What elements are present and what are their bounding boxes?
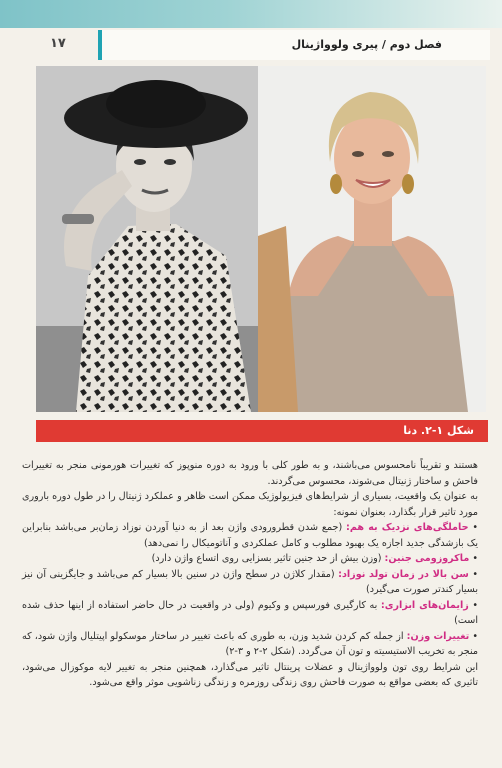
list-item-text: (جمع شدن قطرورودی واژن بعد از به دنیا آوردن نوزاد زمان‌بر می‌باشد بنابراین یک بازشدگی جدید اجازه یک بهبود مطلوب و کامل عملکردی و آناتومیکال را نمی‌دهد): [22, 522, 478, 549]
figure-caption-bar: [36, 420, 488, 442]
list-item: • ماکروزومی جنین: (وزن بیش از حد جنین تاثیر بسزایی روی اتساع واژن دارد): [151, 553, 478, 564]
list-item-text: (وزن بیش از حد جنین تاثیر بسزایی روی اتساع واژن دارد): [151, 553, 385, 564]
modern-portrait-photo: [258, 66, 486, 412]
page-header: [98, 30, 490, 60]
page-number: ۱۷: [50, 36, 66, 51]
list-item-text: از جمله کم کردن شدید وزن، به طوری که باعث تغییر در ساختار موسکولو اپیتلیال واژن شود، که منجر به تخریب الاستیسیته و تون آن می‌گردد. (شکل ۲-۲ و ۳-۲): [22, 630, 478, 657]
chapter-title: فصل دوم / پیری ولوواژینال: [291, 38, 442, 51]
list-item-text: به کارگیری فورسپس و وکیوم (ولی در واقعیت در حال حاضر استفاده از اینها حذف شده است): [22, 599, 478, 626]
list-item-label: ماکروزومی جنین:: [384, 553, 470, 564]
list-item-label: سن بالا در زمان تولد نوزاد:: [338, 568, 469, 580]
list-item-label: زایمان‌های ابزاری:: [380, 599, 469, 611]
list-item-label: حاملگی‌های نزدیک به هم:: [346, 522, 469, 533]
list-item: • تغییرات وزن: از جمله کم کردن شدید وزن، به طوری که باعث تغییر در ساختار موسکولو اپیتلیال واژن شود، که منجر به تخریب الاستیسیته و تون آن می‌گردد. (شکل ۲-۲ و ۳-۲): [22, 630, 478, 657]
paragraph-intro: هستند و تقریباً نامحسوس می‌باشند، و به طور کلی با ورود به دوره منوپوز که تغییرات هورمونی منجر به تغییرات فاحش و ساختار ژنیتال می‌شوند، محسوس می‌گردند.: [22, 460, 478, 487]
list-item: • زایمان‌های ابزاری: به کارگیری فورسپس و وکیوم (ولی در واقعیت در حال حاضر استفاده از اینها حذف شده است): [22, 599, 478, 626]
decorative-top-strip: [0, 0, 502, 28]
list-item-text: (مقدار کلاژن در سطح واژن در سنین بالا بسیار کم می‌باشد و جایگزینی آن نیز بسیار کندتر صورت می‌گیرد): [22, 568, 478, 595]
vintage-portrait-photo: [36, 66, 270, 412]
list-item: • حاملگی‌های نزدیک به هم: (جمع شدن قطرورودی واژن بعد از به دنیا آوردن نوزاد زمان‌بر می‌باشد بنابراین یک بازشدگی جدید اجازه یک بهبود مطلوب و کامل عملکردی و آناتومیکال را نمی‌دهد): [22, 522, 478, 549]
article-body: [22, 458, 478, 691]
figure-caption: شکل ۱-۲. دنا: [403, 424, 474, 437]
modern-portrait-illustration: [258, 66, 486, 412]
paragraph-conclusion: این شرایط روی تون ولوواژینال و عضلات پرینتال تاثیر می‌گذارد، همچنین منجر به تغییر لایه موکوزال می‌شود، تاثیری که بعضی مواقع به صورت فاحش روی زندگی روزمره و زندگی زناشویی موثر واقع می‌شود.: [22, 661, 478, 688]
list-item-label: تغییرات وزن:: [406, 630, 470, 642]
vintage-portrait-illustration: [36, 66, 270, 412]
list-item: • سن بالا در زمان تولد نوزاد: (مقدار کلاژن در سطح واژن در سنین بالا بسیار کم می‌باشد و جایگزینی آن نیز بسیار کندتر صورت می‌گیرد): [22, 568, 478, 595]
paragraph-context: به عنوان یک واقعیت، بسیاری از شرایط‌های فیزیولوژیک ممکن است ظاهر و عملکرد ژنیتال را در طول دوره باروری مورد تاثیر قرار بگذارد، بعنوان نمونه:: [22, 491, 478, 518]
